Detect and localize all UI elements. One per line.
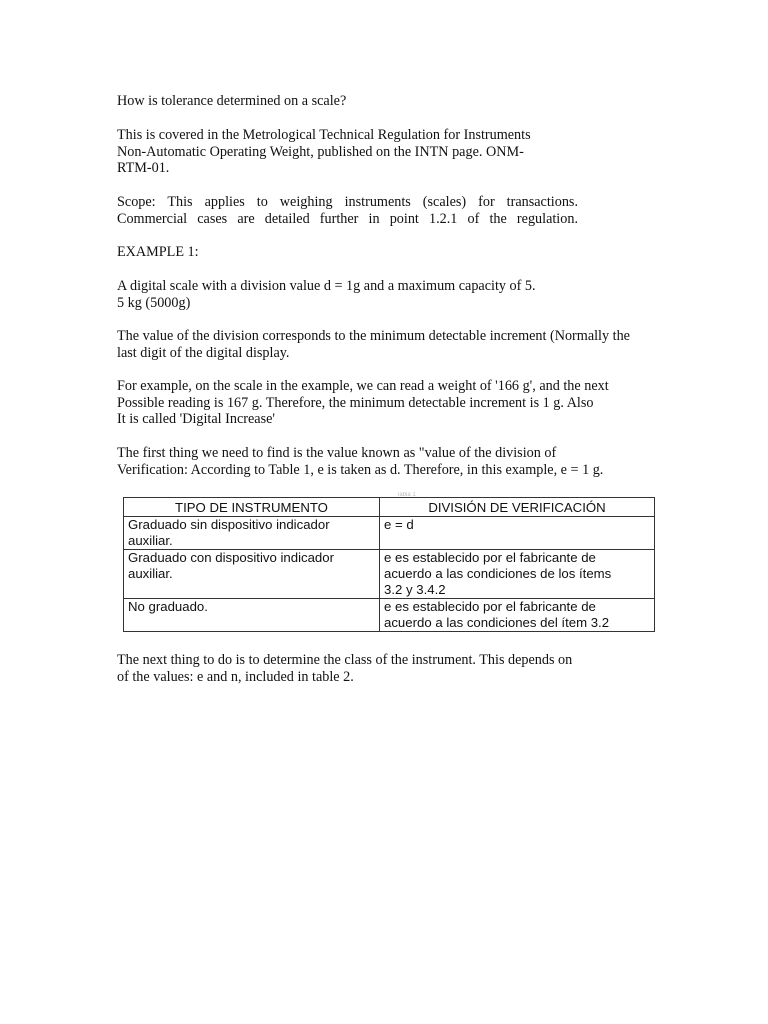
- table-row: [124, 550, 655, 599]
- intro-paragraph: This is covered in the Metrological Technical Regulation for Instruments Non-Automatic Operating Weight, published on the INTN page. ONM- RTM-01.: [117, 127, 531, 176]
- class-paragraph: The next thing to do is to determine the class of the instrument. This depends on of the values: e and n, included in table 2.: [117, 652, 573, 685]
- header-verification-division: DIVISIÓN DE VERIFICACIÓN: [380, 498, 655, 517]
- reading-paragraph: For example, on the scale in the example, we can read a weight of '166 g', and the next Possible reading is 167 g. Therefore, the minimum detectable increment is 1 g. Also It is called 'Digital Increase': [117, 378, 609, 427]
- verification-table: [123, 497, 655, 632]
- scope-paragraph: Scope: This applies to weighing instruments (scales) for transactions. Commercial cases are detailed further in point 1.2.1 of the regulation.: [117, 194, 578, 227]
- table-caption: Tabla 1: [396, 492, 416, 498]
- question-heading: How is tolerance determined on a scale?: [117, 93, 347, 109]
- cell-verification-division: e es establecido por el fabricante de acuerdo a las condiciones de los ítems 3.2 y 3.4.2: [380, 550, 655, 599]
- header-instrument-type: TIPO DE INSTRUMENTO: [124, 498, 380, 517]
- verification-paragraph: The first thing we need to find is the value known as "value of the division of Verification: According to Table 1, e is taken as d. Therefore, in this example, e = 1 g.: [117, 445, 604, 478]
- cell-instrument-type: Graduado sin dispositivo indicador auxiliar.: [124, 517, 380, 550]
- cell-verification-division: e = d: [380, 517, 655, 550]
- table-row: [124, 599, 655, 632]
- cell-instrument-type: Graduado con dispositivo indicador auxiliar.: [124, 550, 380, 599]
- cell-instrument-type: No graduado.: [124, 599, 380, 632]
- table-row: [124, 517, 655, 550]
- cell-verification-division: e es establecido por el fabricante de acuerdo a las condiciones del ítem 3.2: [380, 599, 655, 632]
- table-header-row: [124, 498, 655, 517]
- division-paragraph: The value of the division corresponds to the minimum detectable increment (Normally the last digit of the digital display.: [117, 328, 630, 361]
- example-heading: EXAMPLE 1:: [117, 244, 199, 260]
- example-description: A digital scale with a division value d = 1g and a maximum capacity of 5. 5 kg (5000g): [117, 278, 536, 311]
- verification-table-block: [123, 492, 655, 632]
